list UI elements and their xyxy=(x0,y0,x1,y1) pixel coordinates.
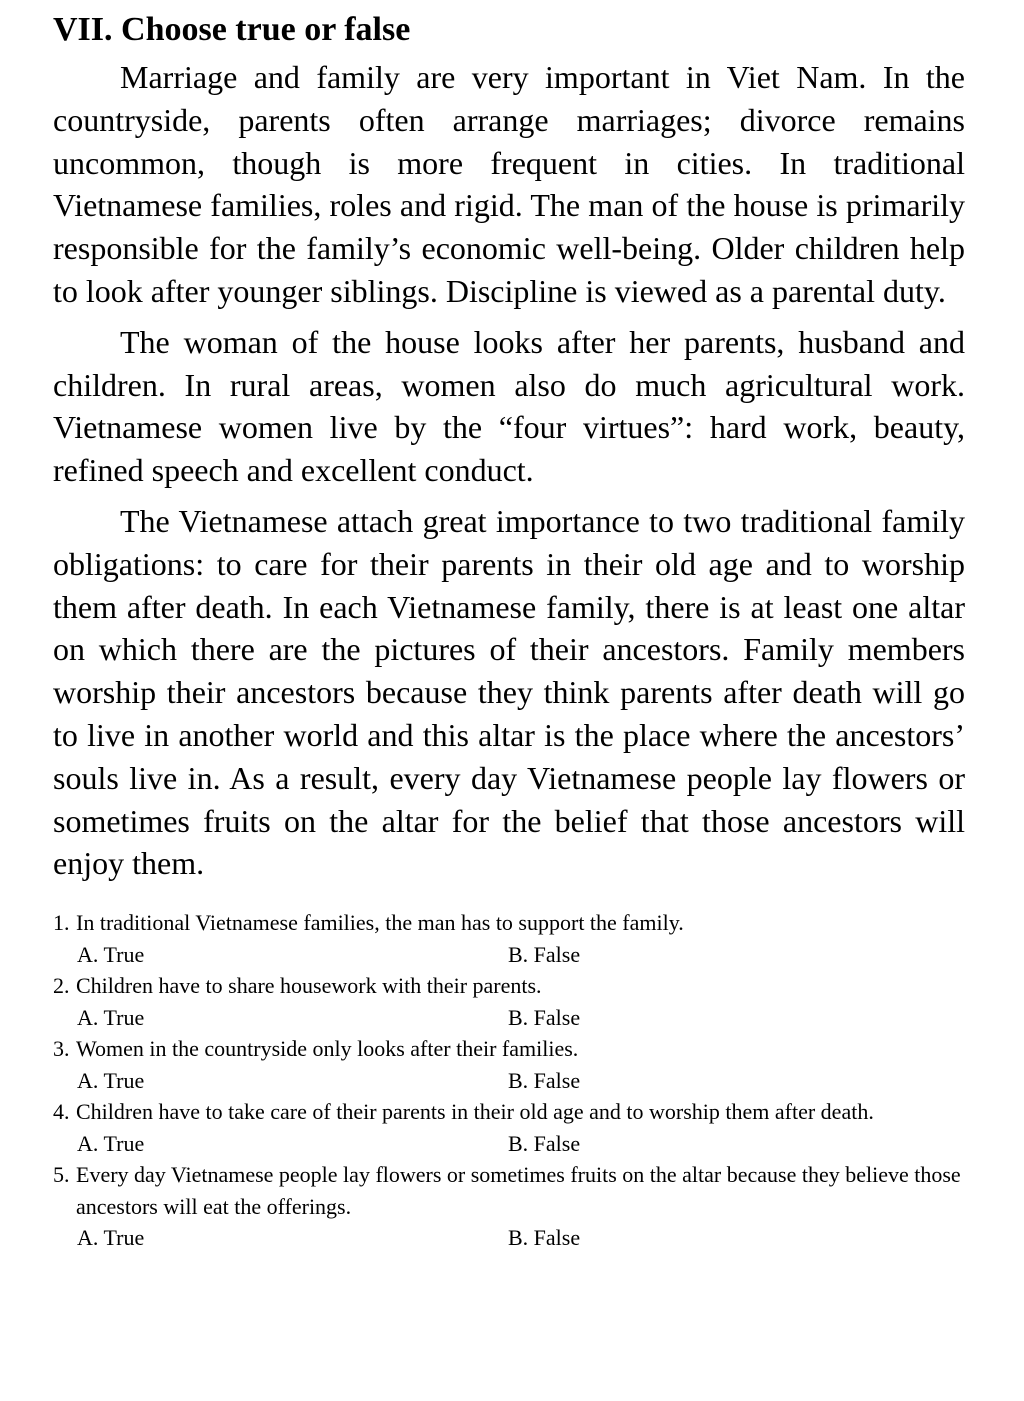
question-text: In traditional Vietnamese families, the man has to support the family. xyxy=(76,910,684,936)
question-2 xyxy=(53,970,965,1033)
question-4-options xyxy=(53,1128,965,1160)
question-2-options xyxy=(53,1002,965,1034)
section-heading: VII. Choose true or false xyxy=(53,11,411,48)
question-1-options xyxy=(53,939,965,971)
question-5 xyxy=(53,1159,965,1254)
question-3-options xyxy=(53,1065,965,1097)
question-5-stem xyxy=(53,1159,965,1222)
option-true[interactable]: A. True xyxy=(77,1067,145,1093)
option-true[interactable]: A. True xyxy=(77,1130,145,1156)
question-number: 5. xyxy=(53,1162,70,1188)
question-text: Children have to share housework with their parents. xyxy=(76,973,542,999)
question-3 xyxy=(53,1033,965,1096)
option-true[interactable]: A. True xyxy=(77,1225,145,1251)
question-list xyxy=(53,907,965,1254)
option-false[interactable]: B. False xyxy=(508,1225,581,1251)
question-1-stem xyxy=(53,907,965,939)
passage-paragraph-1: Marriage and family are very important in Viet Nam. In the countryside, parents often arrange marriages; divorce remains uncommon, though is more frequent in cities. In traditional Vietnamese families, roles and rigid. The man of the house is primarily responsible for the family’s economic well-being. Older children help to look after younger siblings. Discipline is viewed as a parental duty. xyxy=(53,59,965,309)
question-2-stem xyxy=(53,970,965,1002)
question-4 xyxy=(53,1096,965,1159)
question-text: Women in the countryside only looks after their families. xyxy=(76,1036,579,1062)
question-number: 3. xyxy=(53,1036,70,1062)
question-3-stem xyxy=(53,1033,965,1065)
worksheet-page xyxy=(53,8,965,1254)
reading-passage xyxy=(53,56,965,885)
question-number: 4. xyxy=(53,1099,70,1125)
option-true[interactable]: A. True xyxy=(77,941,145,967)
passage-paragraph-3: The Vietnamese attach great importance to two traditional family obligations: to care for their parents in their old age and to worship them after death. In each Vietnamese family, there is at least one altar on which there are the pictures of their ancestors. Family members worship their ancestors because they think parents after death will go to live in another world and this altar is the place where the ancestors’ souls live in. As a result, every day Vietnamese people lay flowers or sometimes fruits on the altar for the belief that those ancestors will enjoy them. xyxy=(53,502,965,882)
question-number: 1. xyxy=(53,910,70,936)
question-1 xyxy=(53,907,965,970)
option-false[interactable]: B. False xyxy=(508,1067,581,1093)
passage-paragraph-2: The woman of the house looks after her parents, husband and children. In rural areas, women also do much agricultural work. Vietnamese women live by the “four virtues”: hard work, beauty, refined speech and excellent conduct. xyxy=(53,323,965,489)
question-5-options xyxy=(53,1222,965,1254)
question-4-stem xyxy=(53,1096,965,1128)
option-false[interactable]: B. False xyxy=(508,941,581,967)
question-text: Every day Vietnamese people lay flowers or sometimes fruits on the altar because they believe those ancestors will eat the offerings. xyxy=(76,1162,961,1219)
question-number: 2. xyxy=(53,973,70,999)
option-false[interactable]: B. False xyxy=(508,1004,581,1030)
option-false[interactable]: B. False xyxy=(508,1130,581,1156)
question-text: Children have to take care of their parents in their old age and to worship them after death. xyxy=(76,1099,874,1125)
option-true[interactable]: A. True xyxy=(77,1004,145,1030)
